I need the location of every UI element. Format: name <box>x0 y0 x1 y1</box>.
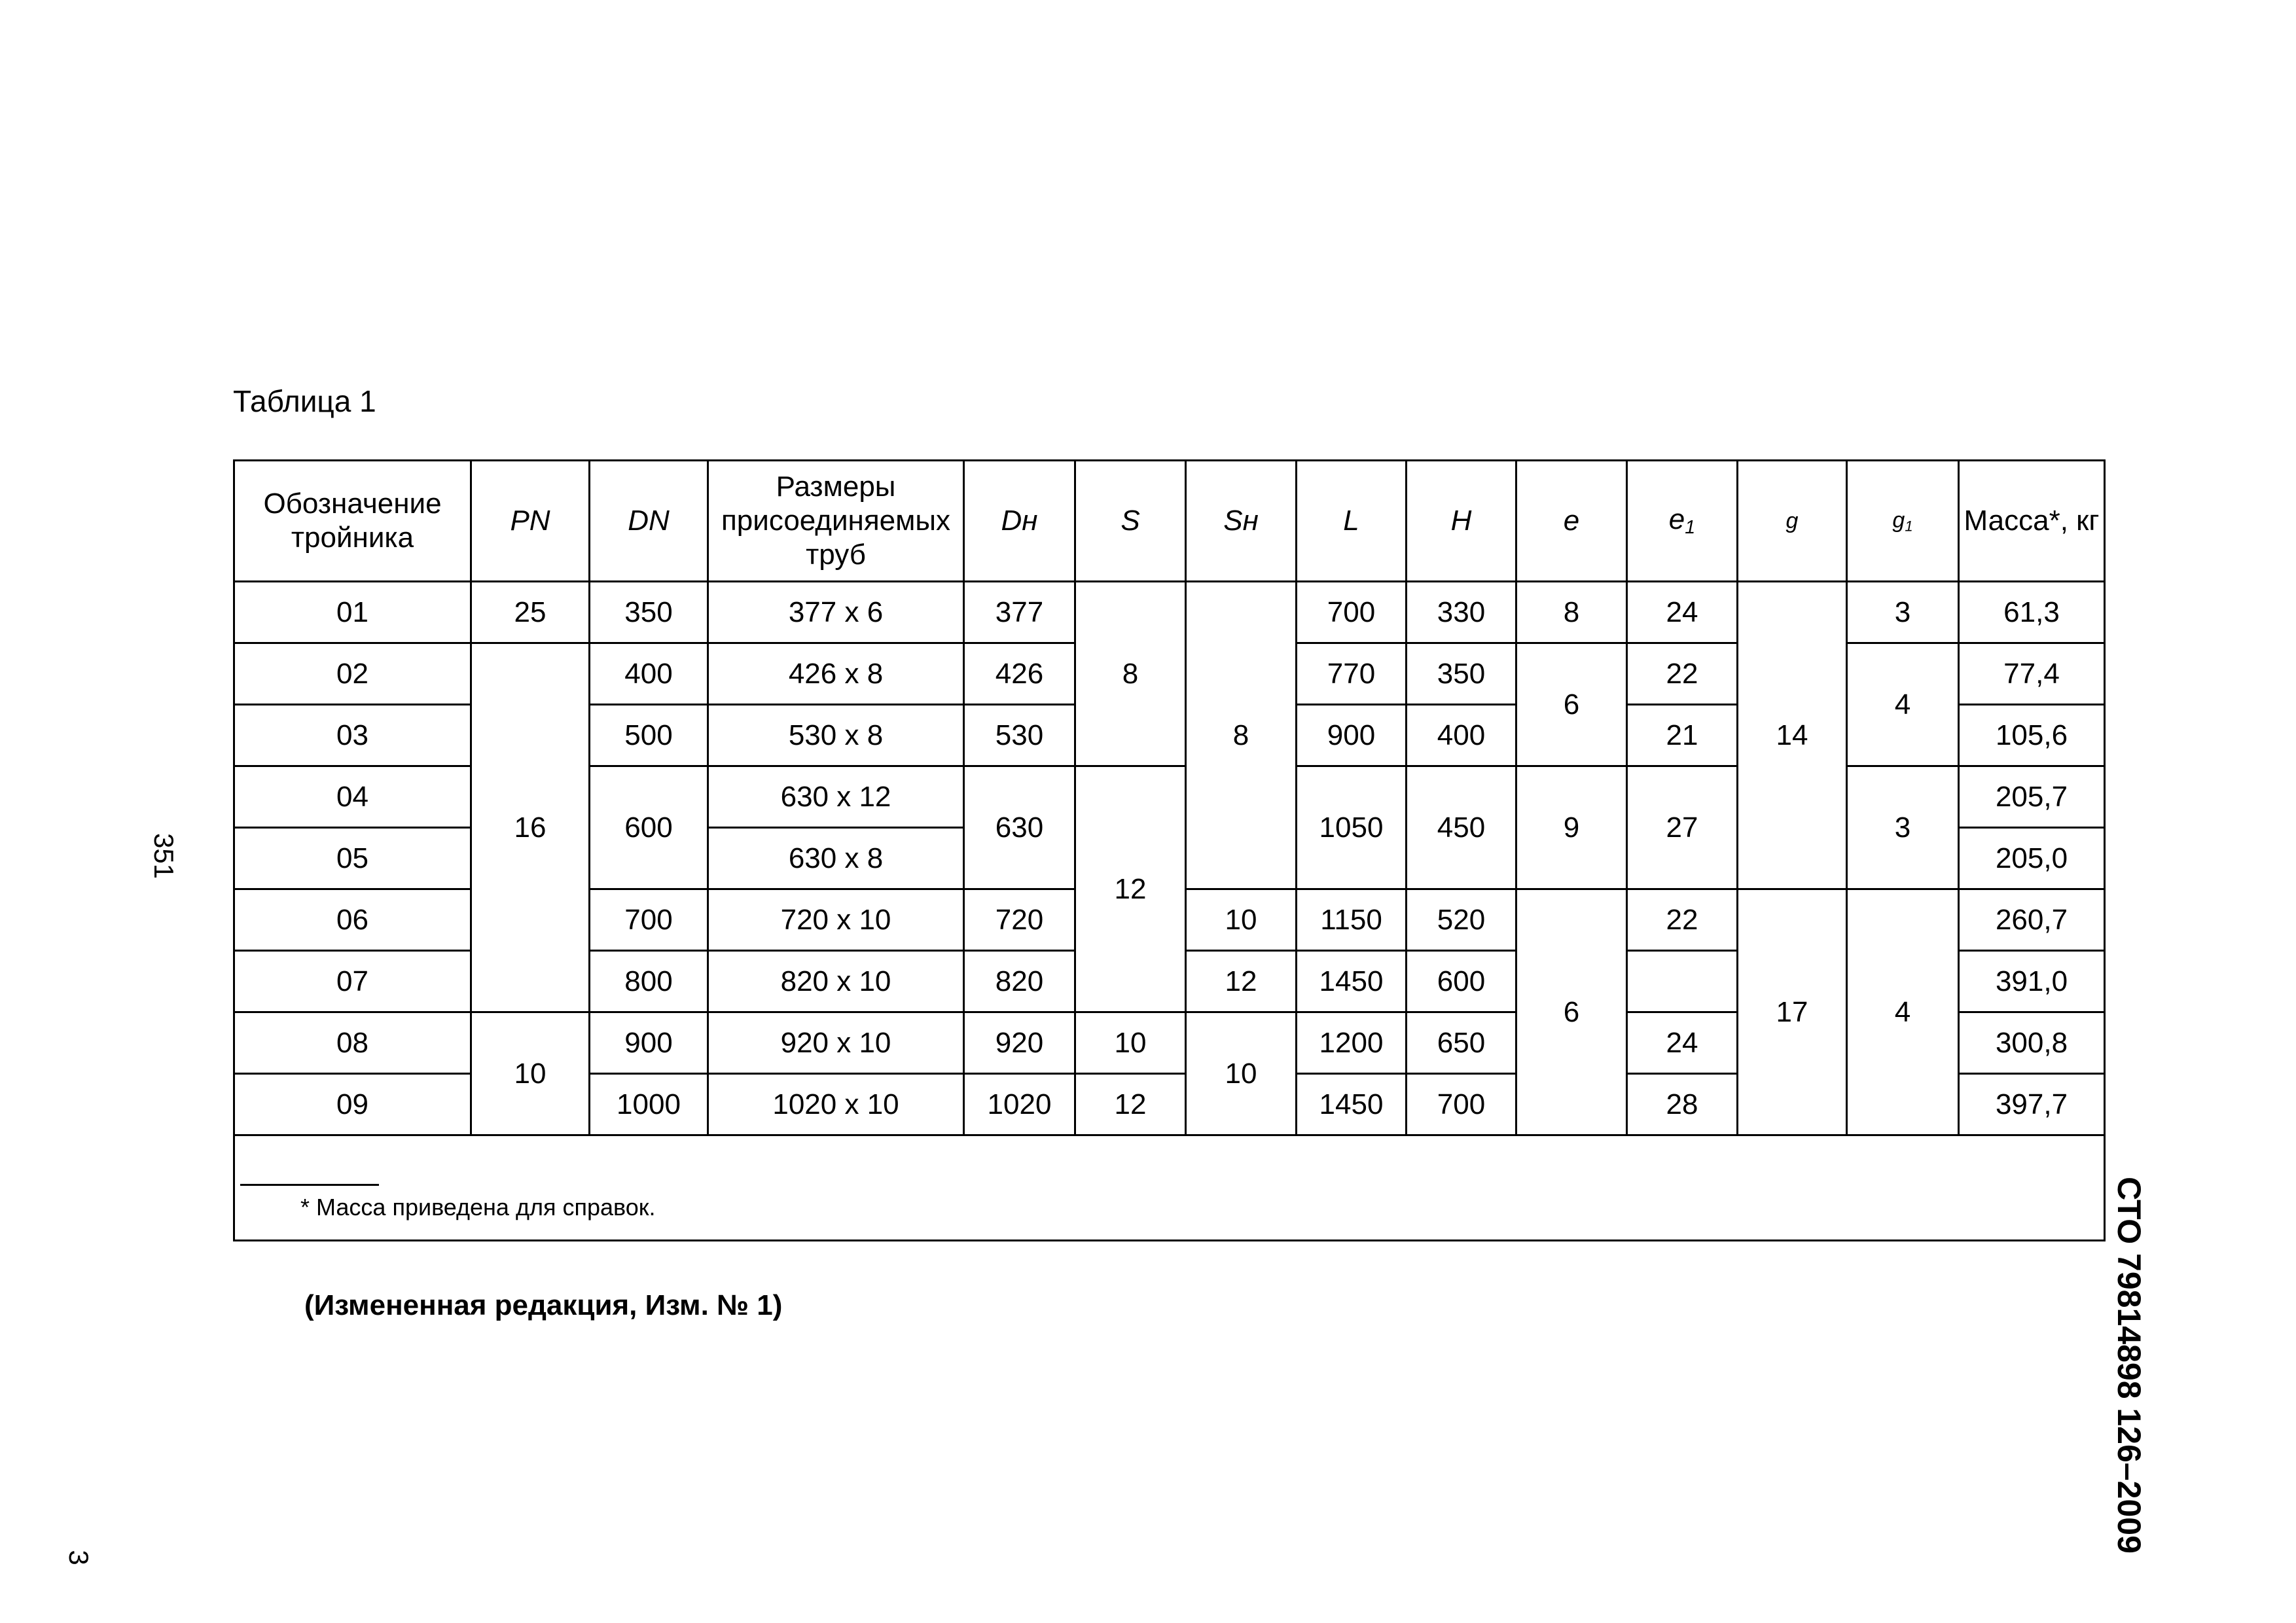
cell-mass: 300,8 <box>1959 1012 2105 1074</box>
cell-e: 9 <box>1516 766 1627 889</box>
amendment-note: (Измененная редакция, Изм. № 1) <box>304 1289 783 1321</box>
cell-pipe-size: 630 x 8 <box>708 828 964 889</box>
header-e1: $e_1$ <box>1627 461 1738 582</box>
cell-dn: 800 <box>590 951 708 1012</box>
footnote-cell <box>234 1135 2105 1241</box>
cell-dh: 1020 <box>964 1074 1075 1135</box>
cell-dh: 720 <box>964 889 1075 951</box>
cell-dn: 400 <box>590 643 708 705</box>
cell-e: 8 <box>1516 582 1627 643</box>
cell-h: 350 <box>1407 643 1516 705</box>
cell-mass: 61,3 <box>1959 582 2105 643</box>
cell-dh: 530 <box>964 705 1075 766</box>
cell-sh: 10 <box>1186 889 1297 951</box>
cell-designation: 07 <box>234 951 471 1012</box>
cell-l: 1050 <box>1297 766 1407 889</box>
cell-g1: 4 <box>1847 889 1959 1135</box>
page-number-inner-text: 3 <box>63 1550 94 1565</box>
cell-dn: 600 <box>590 766 708 889</box>
cell-e1: 22 <box>1627 643 1738 705</box>
cell-dn: 350 <box>590 582 708 643</box>
cell-e1: 24 <box>1627 582 1738 643</box>
cell-dn: 1000 <box>590 1074 708 1135</box>
header-h: H <box>1407 461 1516 582</box>
cell-mass: 205,7 <box>1959 766 2105 828</box>
cell-designation: 05 <box>234 828 471 889</box>
cell-l: 1200 <box>1297 1012 1407 1074</box>
cell-mass: 205,0 <box>1959 828 2105 889</box>
header-g: g <box>1738 461 1847 582</box>
cell-pipe-size: 630 x 12 <box>708 766 964 828</box>
cell-sh: 10 <box>1186 1012 1297 1135</box>
cell-pn: 10 <box>471 1012 590 1135</box>
cell-designation: 04 <box>234 766 471 828</box>
cell-g: 14 <box>1738 582 1847 889</box>
page-number-outer-text: 351 <box>149 832 179 880</box>
cell-l: 900 <box>1297 705 1407 766</box>
cell-pipe-size: 1020 x 10 <box>708 1074 964 1135</box>
cell-h: 400 <box>1407 705 1516 766</box>
cell-g1: 3 <box>1847 766 1959 889</box>
cell-g1: 3 <box>1847 582 1959 643</box>
cell-dh: 377 <box>964 582 1075 643</box>
cell-s: 12 <box>1075 766 1186 1012</box>
cell-s: 10 <box>1075 1012 1186 1074</box>
cell-dh: 820 <box>964 951 1075 1012</box>
page-number-outer <box>137 817 190 895</box>
header-g1: $g_1$ <box>1847 461 1959 582</box>
cell-e1: 27 <box>1627 766 1738 889</box>
cell-dh: 426 <box>964 643 1075 705</box>
cell-e1: 22 <box>1627 889 1738 951</box>
cell-mass: 77,4 <box>1959 643 2105 705</box>
cell-h: 520 <box>1407 889 1516 951</box>
cell-l: 1450 <box>1297 1074 1407 1135</box>
footnote-text: * Масса приведена для справок. <box>300 1194 656 1221</box>
cell-g: 17 <box>1738 889 1847 1135</box>
header-pipe-size: Размеры присоединяемых труб <box>708 461 964 582</box>
cell-pn: 25 <box>471 582 590 643</box>
cell-pipe-size: 426 x 8 <box>708 643 964 705</box>
cell-designation: 01 <box>234 582 471 643</box>
cell-pipe-size: 720 x 10 <box>708 889 964 951</box>
cell-designation: 06 <box>234 889 471 951</box>
cell-dn: 700 <box>590 889 708 951</box>
cell-dh: 630 <box>964 766 1075 889</box>
cell-mass: 260,7 <box>1959 889 2105 951</box>
footnote-row <box>234 1135 2105 1241</box>
cell-h: 450 <box>1407 766 1516 889</box>
cell-e: 6 <box>1516 643 1627 766</box>
cell-mass: 391,0 <box>1959 951 2105 1012</box>
cell-dh: 920 <box>964 1012 1075 1074</box>
cell-designation: 08 <box>234 1012 471 1074</box>
header-l: L <box>1297 461 1407 582</box>
tee-dimensions-table <box>233 459 2106 1241</box>
cell-l: 1150 <box>1297 889 1407 951</box>
cell-pipe-size: 377 x 6 <box>708 582 964 643</box>
header-mass: Масса*, кг <box>1959 461 2105 582</box>
cell-l: 700 <box>1297 582 1407 643</box>
table-row <box>234 582 2105 643</box>
cell-e1: 24 <box>1627 1012 1738 1074</box>
cell-designation: 09 <box>234 1074 471 1135</box>
cell-e: 6 <box>1516 889 1627 1135</box>
document-code <box>2093 1169 2165 1561</box>
cell-h: 600 <box>1407 951 1516 1012</box>
cell-sh: 8 <box>1186 582 1297 889</box>
header-dh: Dн <box>964 461 1075 582</box>
table-header-row <box>234 461 2105 582</box>
cell-e1: 21 <box>1627 705 1738 766</box>
header-e: e <box>1516 461 1627 582</box>
page-number-inner <box>52 1518 105 1597</box>
cell-s: 8 <box>1075 582 1186 766</box>
header-pn: PN <box>471 461 590 582</box>
cell-pipe-size: 530 x 8 <box>708 705 964 766</box>
cell-sh: 12 <box>1186 951 1297 1012</box>
header-dn: DN <box>590 461 708 582</box>
cell-dn: 900 <box>590 1012 708 1074</box>
cell-pn: 16 <box>471 643 590 1012</box>
table-caption: Таблица 1 <box>233 384 376 418</box>
cell-e1-empty <box>1627 951 1738 1012</box>
cell-designation: 02 <box>234 643 471 705</box>
cell-pipe-size: 820 x 10 <box>708 951 964 1012</box>
cell-l: 770 <box>1297 643 1407 705</box>
header-s: S <box>1075 461 1186 582</box>
cell-mass: 105,6 <box>1959 705 2105 766</box>
cell-h: 330 <box>1407 582 1516 643</box>
cell-mass: 397,7 <box>1959 1074 2105 1135</box>
document-code-text: СТО 79814898 126–2009 <box>2111 1177 2147 1554</box>
cell-h: 700 <box>1407 1074 1516 1135</box>
cell-l: 1450 <box>1297 951 1407 1012</box>
cell-designation: 03 <box>234 705 471 766</box>
header-designation: Обозначение тройника <box>234 461 471 582</box>
cell-h: 650 <box>1407 1012 1516 1074</box>
cell-pipe-size: 920 x 10 <box>708 1012 964 1074</box>
cell-g1: 4 <box>1847 643 1959 766</box>
header-sh: Sн <box>1186 461 1297 582</box>
cell-s: 12 <box>1075 1074 1186 1135</box>
cell-dn: 500 <box>590 705 708 766</box>
footnote-separator <box>240 1184 379 1186</box>
cell-e1: 28 <box>1627 1074 1738 1135</box>
